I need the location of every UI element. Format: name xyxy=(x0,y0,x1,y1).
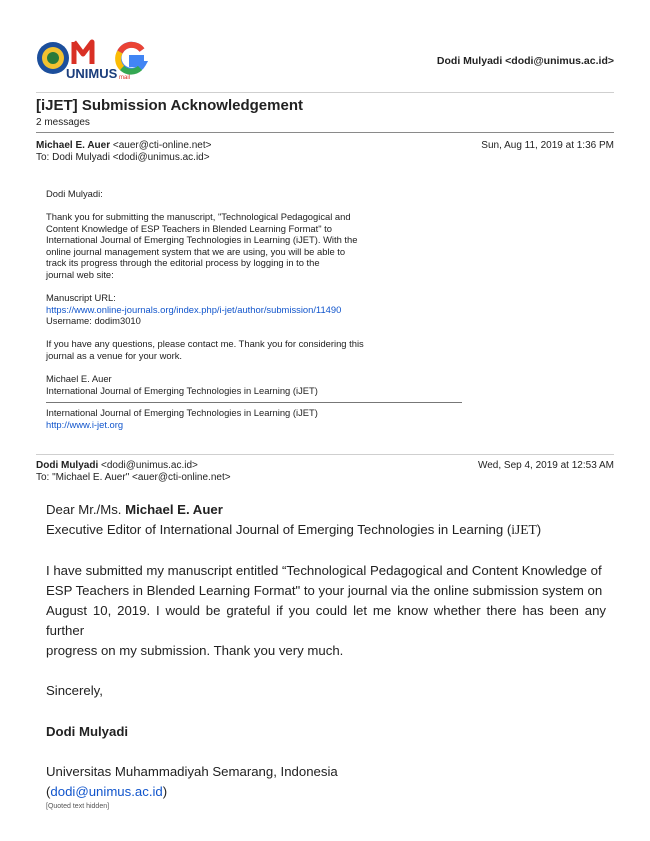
svg-text:mail: mail xyxy=(119,75,131,81)
url-label: Manuscript URL: xyxy=(46,292,116,304)
signature-divider xyxy=(46,402,462,403)
manuscript-info xyxy=(46,292,446,327)
paragraph: If you have any questions, please contact me. Thank you for considering this journal as a venue for your work. xyxy=(46,338,364,362)
signature-org: Universitas Muhammadiyah Semarang, Indonesia xyxy=(46,764,338,779)
sender-name: Dodi Mulyadi xyxy=(36,460,99,471)
greeting: Dodi Mulyadi: xyxy=(46,188,103,199)
svg-text:UNIMUS: UNIMUS xyxy=(66,66,118,81)
divider xyxy=(36,454,614,455)
paragraph: Thank you for submitting the manuscript, "Technological Pedagogical and Content Knowledge of ESP Teachers in Blended Learning Format" to International Journal of Emerging Technologies in Learning (iJET). With the online journal management system that we are using, you will be able to track its progress through the editorial process by logging in to the journal web site: xyxy=(46,211,358,281)
signature-email: (dodi@unimus.ac.id) xyxy=(46,784,168,799)
recipient-line: To: Dodi Mulyadi <dodi@unimus.ac.id> xyxy=(36,152,210,163)
manuscript-link[interactable]: https://www.online-journals.org/index.php/i-jet/author/submission/11490 xyxy=(46,303,342,315)
sender-email: <dodi@unimus.ac.id> xyxy=(101,460,198,471)
divider xyxy=(36,132,614,133)
recipient-line: To: "Michael E. Auer" <auer@cti-online.net> xyxy=(36,472,231,483)
message-header-1[interactable] xyxy=(36,140,614,164)
unimus-mail-logo[interactable] xyxy=(36,34,148,86)
closing: Sincerely, xyxy=(46,683,103,698)
message-header-2[interactable] xyxy=(36,460,614,484)
message-body-2 xyxy=(46,500,606,811)
email-link[interactable]: dodi@unimus.ac.id xyxy=(50,784,163,799)
quoted-text-toggle[interactable]: [Quoted text hidden] xyxy=(46,803,110,810)
sender-email: <auer@cti-online.net> xyxy=(112,140,212,151)
thread-subject: [iJET] Submission Acknowledgement xyxy=(36,97,303,114)
sender-name: Michael E. Auer xyxy=(36,140,111,151)
journal-link[interactable]: http://www.i-jet.org xyxy=(46,418,124,430)
message-date: Wed, Sep 4, 2019 at 12:53 AM xyxy=(477,460,614,471)
signature: Michael E. Auer International Journal of Emerging Technologies in Learning (iJET) xyxy=(46,373,318,396)
m-letter-icon xyxy=(74,42,92,64)
mail-header xyxy=(36,28,614,88)
message-date: Sun, Aug 11, 2019 at 1:36 PM xyxy=(481,140,614,151)
message-body-1 xyxy=(46,188,446,431)
recipient-title: Executive Editor of International Journal of Emerging Technologies in Learning (iJET) xyxy=(46,522,542,537)
username: Username: dodim3010 xyxy=(46,315,141,327)
paragraph: I have submitted my manuscript entitled “Technological Pedagogical and Content Knowledge of ESP Teachers in Blended Learning Format" to your journal via the online submission system on August 10, 2019. I would be grateful if you could let me know whether there has been any further progress on my submission. Thank you very much. xyxy=(46,563,606,658)
signature-name: Dodi Mulyadi xyxy=(46,724,129,739)
divider xyxy=(36,92,614,93)
account-label: Dodi Mulyadi <dodi@unimus.ac.id> xyxy=(436,55,614,67)
journal-footer: International Journal of Emerging Technologies in Learning (iJET) http://www.i-jet.org xyxy=(46,407,318,430)
message-count: 2 messages xyxy=(36,117,90,128)
salutation: Dear Mr./Ms. Michael E. Auer xyxy=(46,502,223,517)
